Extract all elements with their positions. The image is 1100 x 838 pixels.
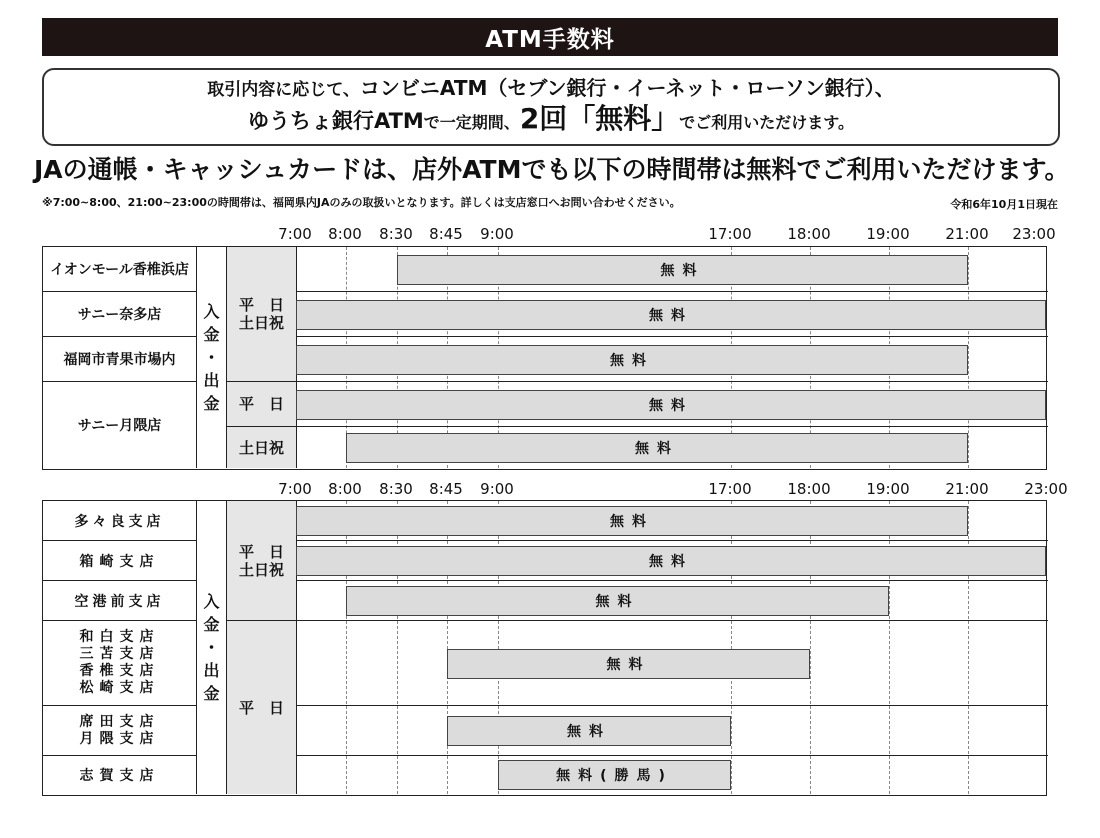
- store-name: 三苫支店: [79, 646, 160, 662]
- free-time-bar: 無料: [296, 390, 1046, 420]
- store-name: 志賀支店: [43, 756, 197, 794]
- free-time-bar: 無料: [447, 649, 810, 679]
- store-name: 和白支店: [79, 629, 160, 645]
- time-label: 9:00: [480, 480, 514, 498]
- time-label: 8:00: [328, 480, 362, 498]
- row-divider: [297, 381, 1048, 382]
- time-label: 23:00: [1012, 225, 1056, 243]
- vertical-char: 入: [203, 592, 220, 611]
- notice-line-2: [248, 103, 854, 139]
- time-grid-line: [397, 501, 398, 794]
- free-time-bar: 無料: [447, 716, 731, 746]
- time-grid-line: [498, 501, 499, 794]
- vertical-char: 金: [203, 615, 220, 634]
- row-divider: [297, 705, 1048, 706]
- time-grid-line: [731, 501, 732, 794]
- free-time-bar: 無料(勝馬): [498, 760, 731, 790]
- vertical-char: 金: [203, 684, 220, 703]
- store-name: 箱崎支店: [43, 541, 197, 581]
- store-name: 空港前支店: [43, 581, 197, 621]
- store-name: 月隈支店: [79, 730, 160, 747]
- store-name: 多々良支店: [43, 501, 197, 541]
- notice-text: 取引内容に応じて、: [207, 80, 360, 100]
- free-time-bar: 無料: [346, 433, 968, 463]
- time-label: 21:00: [945, 480, 989, 498]
- free-time-bar: 無料: [296, 546, 1046, 576]
- row-divider: [297, 540, 1048, 541]
- atm-table-1: [42, 246, 1047, 470]
- time-label: 17:00: [708, 480, 752, 498]
- time-label: 19:00: [866, 225, 910, 243]
- time-label: 18:00: [787, 225, 831, 243]
- free-time-bar: 無料: [397, 255, 968, 285]
- day-type-text: 平 日: [238, 296, 284, 314]
- time-label: 21:00: [945, 225, 989, 243]
- as-of-date: 令和6年10月1日現在: [950, 198, 1058, 211]
- day-type: [227, 247, 297, 382]
- deposit-withdrawal-label: [197, 247, 227, 468]
- time-grid-line: [447, 501, 448, 794]
- headline: JAの通帳・キャッシュカードは、店外ATMでも以下の時間帯は無料でご利用いただけます。: [34, 155, 1070, 184]
- store-name: 福岡市青果市場内: [43, 337, 197, 382]
- notice-emphasis: ゆうちょ銀行ATM: [247, 109, 424, 133]
- vertical-char: 金: [203, 325, 220, 344]
- vertical-char: 出: [203, 371, 220, 390]
- store-name-group: [43, 621, 197, 706]
- time-label: 7:00: [278, 480, 312, 498]
- footnote: ※7:00~8:00、21:00~23:00の時間帯は、福岡県内JAのみの取扱いとなります。詳しくは支店窓口へお問い合わせください。: [42, 196, 681, 209]
- time-label: 7:00: [278, 225, 312, 243]
- day-type: [227, 501, 297, 621]
- time-label: 23:00: [1024, 480, 1068, 498]
- notice-text: で一定期間、: [423, 113, 520, 132]
- day-type-text: 土日祝: [238, 438, 284, 457]
- row-divider: [297, 426, 1048, 427]
- time-label: 9:00: [480, 225, 514, 243]
- store-name: イオンモール香椎浜店: [43, 247, 197, 292]
- time-grid-line: [968, 247, 969, 468]
- vertical-char: 金: [203, 394, 220, 413]
- free-time-bar: 無料: [296, 300, 1046, 330]
- store-name-group: [43, 706, 197, 756]
- time-grid-line: [810, 501, 811, 794]
- row-divider: [297, 580, 1048, 581]
- store-name: サニー月隈店: [43, 382, 197, 468]
- free-time-bar: 無料: [296, 345, 968, 375]
- deposit-withdrawal-label: [197, 501, 227, 794]
- atm-table-2: [42, 500, 1047, 796]
- notice-box: [42, 68, 1060, 146]
- store-name: 松崎支店: [79, 680, 160, 696]
- time-label: 8:45: [429, 480, 463, 498]
- page-title: ATM手数料: [42, 18, 1058, 56]
- row-divider: [297, 620, 1048, 621]
- time-label: 8:30: [379, 225, 413, 243]
- day-type-text: 平 日: [238, 698, 284, 717]
- time-grid-line: [889, 501, 890, 794]
- day-type: [227, 621, 297, 794]
- store-name: サニー奈多店: [43, 292, 197, 337]
- notice-free-count: 2回「無料」: [519, 102, 680, 135]
- time-grid-line: [968, 501, 969, 794]
- free-time-bar: 無料: [346, 586, 889, 616]
- vertical-char: ・: [203, 348, 220, 367]
- vertical-char: 入: [203, 302, 220, 321]
- time-label: 8:45: [429, 225, 463, 243]
- row-divider: [297, 336, 1048, 337]
- row-divider: [297, 755, 1048, 756]
- notice-emphasis: コンビニATM（セブン銀行・イーネット・ローソン銀行）、: [359, 76, 895, 100]
- day-type-text: 平 日: [238, 542, 284, 561]
- notice-text: でご利用いただけます。: [679, 113, 855, 132]
- free-time-bar: 無料: [296, 506, 968, 536]
- store-name: 香椎支店: [79, 663, 160, 679]
- row-divider: [297, 291, 1048, 292]
- time-label: 8:00: [328, 225, 362, 243]
- vertical-char: ・: [203, 638, 220, 657]
- day-type: [227, 427, 297, 468]
- notice-line-1: [207, 75, 895, 103]
- day-type-text: 平 日: [238, 395, 284, 413]
- day-type-text: 土日祝: [238, 560, 284, 579]
- vertical-char: 出: [203, 661, 220, 680]
- time-label: 17:00: [708, 225, 752, 243]
- time-label: 8:30: [379, 480, 413, 498]
- day-type: [227, 382, 297, 427]
- time-grid-line: [346, 501, 347, 794]
- time-label: 18:00: [787, 480, 831, 498]
- day-type-text: 土日祝: [238, 314, 284, 332]
- store-name: 席田支店: [79, 713, 160, 730]
- time-label: 19:00: [866, 480, 910, 498]
